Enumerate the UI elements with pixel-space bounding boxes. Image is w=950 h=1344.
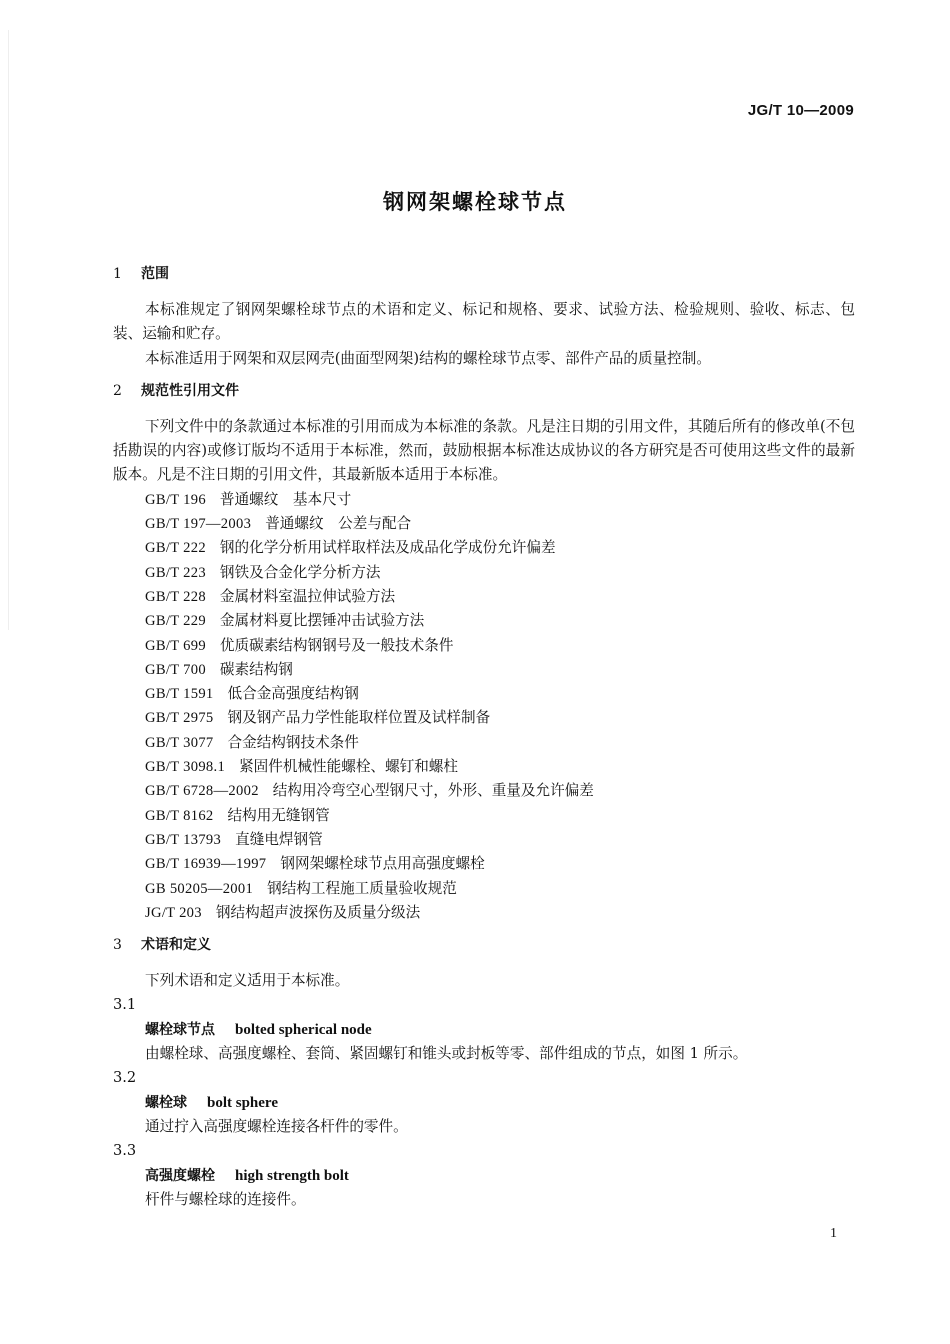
reference-item <box>113 901 855 925</box>
reference-code: GB/T 16939—1997 <box>145 856 267 873</box>
reference-title: 普通螺纹 公差与配合 <box>265 515 412 533</box>
reference-code: GB/T 228 <box>145 588 206 605</box>
section-2-heading <box>113 379 855 403</box>
reference-code: GB/T 8162 <box>145 807 214 824</box>
reference-title: 紧固件机械性能螺栓、螺钉和螺柱 <box>239 758 458 776</box>
reference-code: GB/T 222 <box>145 540 206 557</box>
reference-item <box>113 488 855 512</box>
section-number: 2 <box>113 382 122 399</box>
reference-code: GB/T 13793 <box>145 831 222 848</box>
page-number: 1 <box>830 1226 837 1241</box>
section-title: 术语和定义 <box>141 937 211 954</box>
reference-code: GB/T 3098.1 <box>145 759 226 776</box>
reference-title: 金属材料夏比摆锤冲击试验方法 <box>219 612 425 630</box>
term-heading <box>113 1091 855 1115</box>
reference-code: GB/T 699 <box>145 637 206 654</box>
reference-item <box>113 609 855 633</box>
term-list <box>113 993 855 1212</box>
reference-title: 钢结构工程施工质量验收规范 <box>267 879 457 897</box>
reference-item <box>113 634 855 658</box>
section-number: 1 <box>113 266 122 282</box>
reference-code: GB/T 2975 <box>145 710 214 727</box>
standard-code: JG/T 10—2009 <box>747 102 854 119</box>
reference-item <box>113 536 855 560</box>
reference-item <box>113 731 855 755</box>
section-3-intro: 下列术语和定义适用于本标准。 <box>145 972 350 990</box>
section-2-intro: 下列文件中的条款通过本标准的引用而成为本标准的条款。凡是注日期的引用文件，其随后所有的修改单(不包括勘误的内容)或修订版均不适用于本标准，然而，鼓励根据本标准达成协议的各方研究是否可使用这些文件的最新版本。凡是不注日期的引用文件，其最新版本适用于本标准。 <box>113 417 855 484</box>
reference-item <box>113 779 855 803</box>
reference-code: JG/T 203 <box>145 904 202 921</box>
term-definition: 由螺栓球、高强度螺栓、套筒、紧固螺钉和锥头或封板等零、部件组成的节点，如图 1 所示。 <box>145 1045 748 1063</box>
section-3-heading <box>113 933 855 957</box>
section-title: 规范性引用文件 <box>141 382 239 399</box>
reference-title: 钢铁及合金化学分析方法 <box>219 563 381 581</box>
reference-code: GB/T 223 <box>145 564 206 581</box>
section-1-paragraph: 本标准规定了钢网架螺栓球节点的术语和定义、标记和规格、要求、试验方法、检验规则、验收、标志、包装、运输和贮存。 <box>113 301 855 343</box>
reference-list <box>113 488 855 925</box>
term-english: bolt sphere <box>207 1094 278 1111</box>
reference-item <box>113 755 855 779</box>
reference-title: 金属材料室温拉伸试验方法 <box>219 587 396 605</box>
reference-title: 结构用无缝钢管 <box>227 806 330 824</box>
reference-title: 钢网架螺栓球节点用高强度螺栓 <box>280 855 485 873</box>
reference-code: GB/T 3077 <box>145 734 214 751</box>
reference-item <box>113 561 855 585</box>
reference-title: 优质碳素结构钢钢号及一般技术条件 <box>219 636 454 654</box>
term-definition: 杆件与螺栓球的连接件。 <box>145 1190 306 1208</box>
term-number: 3.2 <box>113 1069 137 1087</box>
term-number: 3.3 <box>113 1142 137 1160</box>
reference-code: GB/T 197—2003 <box>145 516 252 533</box>
reference-item <box>113 828 855 852</box>
document-body <box>113 262 855 1212</box>
reference-item <box>113 585 855 609</box>
reference-title: 钢的化学分析用试样取样法及成品化学成份允许偏差 <box>219 539 556 557</box>
reference-code: GB/T 6728—2002 <box>145 783 259 800</box>
reference-code: GB/T 700 <box>145 661 206 678</box>
reference-item <box>113 658 855 682</box>
document-title: 钢网架螺栓球节点 <box>383 190 567 214</box>
reference-item <box>113 682 855 706</box>
reference-item <box>113 706 855 730</box>
term-chinese: 螺栓球节点 <box>145 1021 215 1038</box>
reference-title: 合金结构钢技术条件 <box>227 733 359 751</box>
reference-item <box>113 852 855 876</box>
term-chinese: 高强度螺栓 <box>145 1167 215 1184</box>
term-heading <box>113 1164 855 1188</box>
section-title: 范围 <box>141 266 169 282</box>
reference-title: 碳素结构钢 <box>219 660 293 678</box>
term-heading <box>113 1018 855 1042</box>
reference-code: GB/T 196 <box>145 491 206 508</box>
reference-item <box>113 512 855 536</box>
reference-title: 钢结构超声波探伤及质量分级法 <box>215 903 421 921</box>
reference-title: 普通螺纹 基本尺寸 <box>219 490 352 508</box>
reference-title: 钢及钢产品力学性能取样位置及试样制备 <box>227 709 491 727</box>
scan-edge-mark <box>8 30 9 630</box>
term-number: 3.1 <box>113 996 137 1014</box>
term-chinese: 螺栓球 <box>145 1094 187 1111</box>
reference-code: GB 50205—2001 <box>145 880 254 897</box>
section-1-heading <box>113 262 855 286</box>
term-english: high strength bolt <box>235 1167 349 1184</box>
reference-title: 直缝电焊钢管 <box>235 830 323 848</box>
section-number: 3 <box>113 937 122 954</box>
section-1-paragraph: 本标准适用于网架和双层网壳(曲面型网架)结构的螺栓球节点零、部件产品的质量控制。 <box>145 349 711 367</box>
term-english: bolted spherical node <box>235 1021 372 1038</box>
term-definition: 通过拧入高强度螺栓连接各杆件的零件。 <box>145 1117 408 1135</box>
reference-code: GB/T 1591 <box>145 686 214 703</box>
reference-title: 低合金高强度结构钢 <box>227 685 359 703</box>
reference-item <box>113 877 855 901</box>
reference-title: 结构用冷弯空心型钢尺寸，外形、重量及允许偏差 <box>272 782 594 800</box>
reference-code: GB/T 229 <box>145 613 206 630</box>
reference-item <box>113 804 855 828</box>
